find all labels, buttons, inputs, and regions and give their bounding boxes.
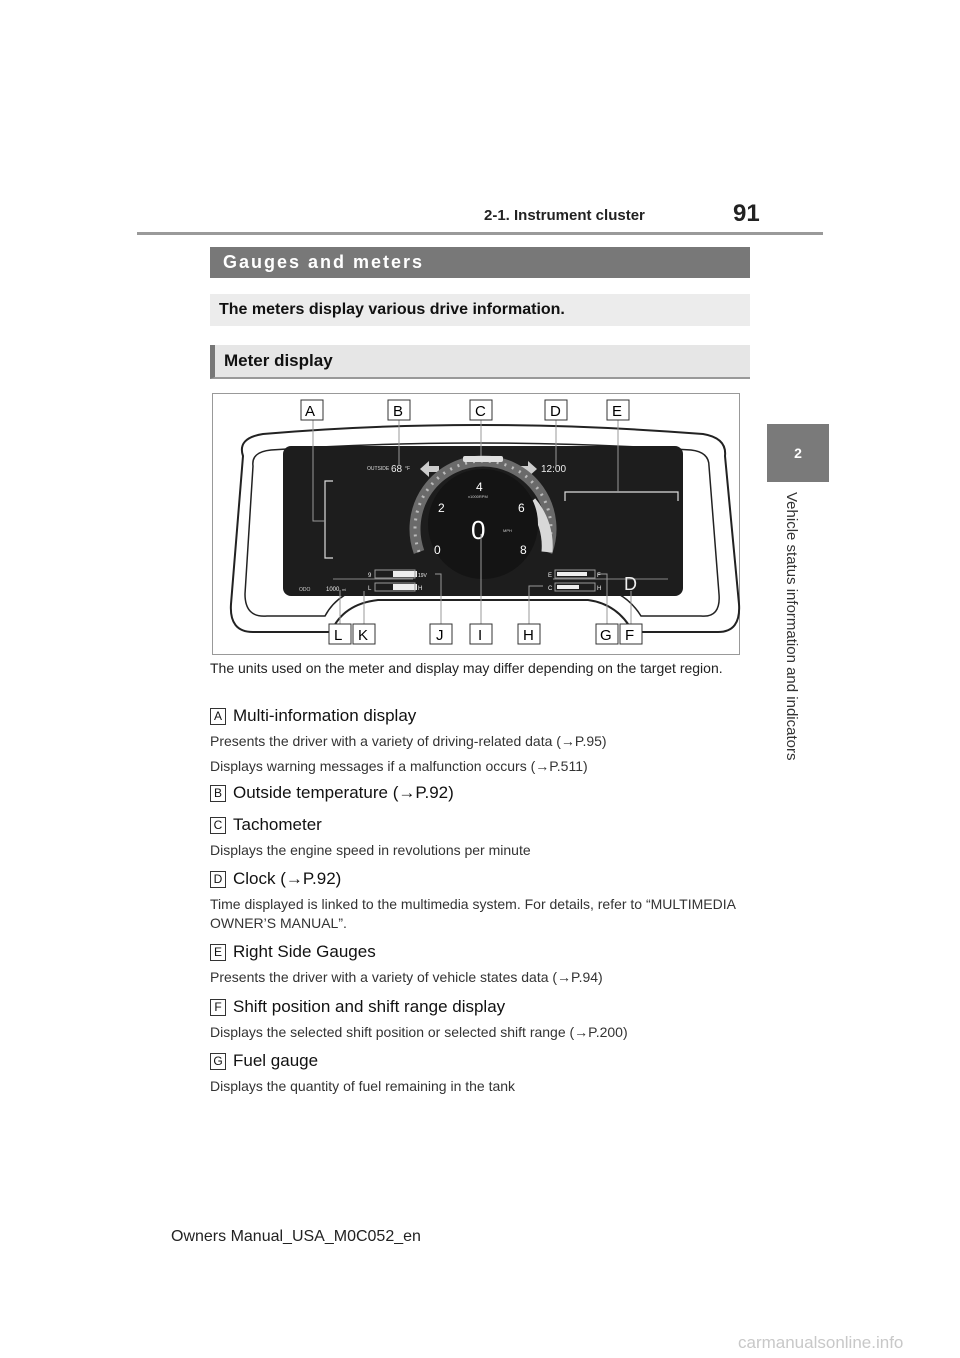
item-title: Shift position and shift range display xyxy=(233,997,506,1016)
item-a xyxy=(210,705,750,782)
section-title: Gauges and meters xyxy=(210,247,750,278)
item-description: Presents the driver with a variety of driving-related data (→P.95) xyxy=(210,733,607,749)
tach-tick-2: 2 xyxy=(438,501,445,515)
fuel-low-label: E xyxy=(548,573,553,579)
callout-h xyxy=(518,624,540,644)
chapter-tab: 2 xyxy=(767,424,829,482)
svg-text:G: G xyxy=(600,627,612,644)
battery-gauge-bar xyxy=(393,571,417,577)
tach-tick-6: 6 xyxy=(518,501,525,515)
odo-label: ODO xyxy=(299,587,311,593)
speed-value: 0 xyxy=(471,515,486,545)
item-description: Presents the driver with a variety of vehicle states data (→P.94) xyxy=(210,969,603,985)
callout-d xyxy=(545,400,567,420)
callout-e xyxy=(607,400,629,420)
item-title: Tachometer xyxy=(233,815,322,834)
svg-text:J: J xyxy=(436,627,444,644)
item-c xyxy=(210,814,750,866)
item-description: Time displayed is linked to the multimedia system. For details, refer to “MULTIMEDIA OWNER’S MANUAL”. xyxy=(210,896,736,931)
shift-position-value: D xyxy=(624,574,637,594)
item-title: Multi-information display xyxy=(233,706,417,725)
svg-text:I: I xyxy=(478,627,483,644)
tach-unit: x1000RPM xyxy=(468,494,488,499)
fuel-gauge-bar xyxy=(557,572,587,576)
item-f xyxy=(210,996,750,1048)
intro-text: The meters display various drive information. xyxy=(210,294,750,326)
outside-temp-unit: °F xyxy=(405,466,411,472)
item-letter: B xyxy=(210,785,226,802)
callout-g xyxy=(596,624,618,644)
battery-low-label: 9 xyxy=(368,573,372,579)
item-letter: G xyxy=(210,1053,226,1070)
subheading: Meter display xyxy=(210,345,750,379)
meter-display-figure xyxy=(212,393,740,655)
item-d xyxy=(210,868,750,939)
svg-text:A: A xyxy=(305,403,316,420)
callout-j xyxy=(430,624,452,644)
chapter-title: Vehicle status information and indicators xyxy=(783,492,800,761)
item-letter: C xyxy=(210,817,226,834)
tach-tick-4: 4 xyxy=(476,480,483,494)
temp-low-label: C xyxy=(548,586,553,592)
temp-high-label: H xyxy=(597,586,602,592)
item-g xyxy=(210,1050,750,1102)
svg-text:L: L xyxy=(334,627,343,644)
item-description: Displays warning messages if a malfunction occurs (→P.511) xyxy=(210,758,588,774)
temp-gauge-bar xyxy=(557,585,579,589)
speed-unit: MPH xyxy=(503,528,512,533)
callout-b xyxy=(388,400,410,420)
callout-c xyxy=(470,400,492,420)
item-description: Displays the engine speed in revolutions per minute xyxy=(210,842,531,858)
item-title: Clock (→P.92) xyxy=(233,869,342,888)
item-description: Displays the quantity of fuel remaining in the tank xyxy=(210,1078,516,1094)
item-title: Right Side Gauges xyxy=(233,942,376,961)
svg-text:B: B xyxy=(393,403,404,420)
odo-unit: mi xyxy=(342,587,347,592)
footer-manual-id: Owners Manual_USA_M0C052_en xyxy=(171,1228,421,1245)
item-b xyxy=(210,782,750,804)
tach-tick-8: 8 xyxy=(520,543,527,557)
instrument-cluster-illustration xyxy=(213,394,741,656)
svg-text:D: D xyxy=(550,403,561,420)
clock-value: 12:00 xyxy=(541,464,567,475)
item-letter: F xyxy=(210,999,226,1016)
item-description: Displays the selected shift position or selected shift range (→P.200) xyxy=(210,1024,628,1040)
callout-a xyxy=(301,400,323,420)
watermark: carmanualsonline.info xyxy=(738,1333,904,1352)
outside-temp-value: 68 xyxy=(391,464,403,475)
svg-text:K: K xyxy=(358,627,369,644)
oil-high-label: H xyxy=(418,586,423,592)
battery-high-label: 19V xyxy=(418,573,427,579)
callout-i xyxy=(470,624,492,644)
header-divider xyxy=(137,232,823,235)
callout-k xyxy=(353,624,375,644)
item-title: Outside temperature (→P.92) xyxy=(233,783,454,802)
fuel-high-label: F xyxy=(597,573,601,579)
item-letter: E xyxy=(210,944,226,961)
tach-tick-0: 0 xyxy=(434,543,441,557)
svg-text:C: C xyxy=(475,403,486,420)
item-title: Fuel gauge xyxy=(233,1051,319,1070)
oil-gauge-bar xyxy=(393,584,417,590)
item-letter: A xyxy=(210,708,226,725)
callout-l xyxy=(329,624,351,644)
header-section-title: 2-1. Instrument cluster xyxy=(484,207,645,224)
units-note: The units used on the meter and display may differ depending on the target region. xyxy=(210,660,723,676)
item-letter: D xyxy=(210,871,226,888)
callout-f xyxy=(620,624,642,644)
outside-label: OUTSIDE xyxy=(367,466,390,472)
page-number: 91 xyxy=(733,200,760,227)
oil-low-label: L xyxy=(368,586,372,592)
svg-text:F: F xyxy=(625,627,635,644)
svg-text:E: E xyxy=(612,403,623,420)
svg-text:H: H xyxy=(523,627,534,644)
item-e xyxy=(210,941,750,993)
odo-value: 1000 xyxy=(326,587,340,593)
